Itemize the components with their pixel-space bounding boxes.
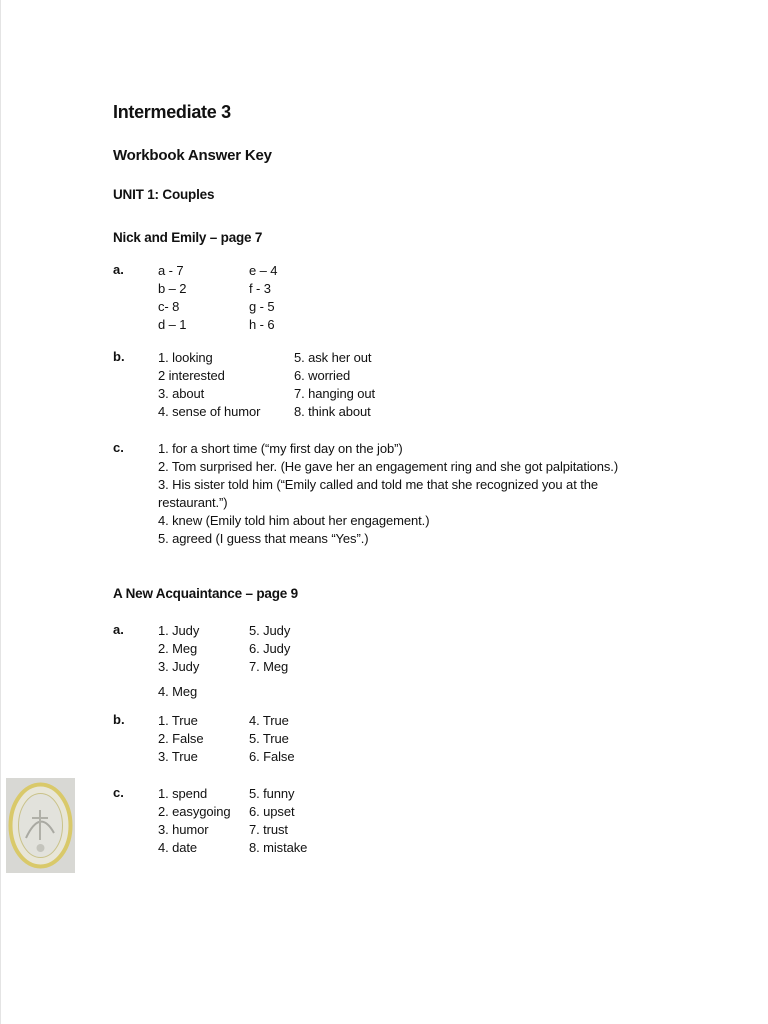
answer-column: [158, 712, 203, 766]
answer-item: 3. True: [158, 749, 198, 764]
answer-column: [249, 785, 307, 857]
answer-item: 5. Judy: [249, 623, 291, 638]
answer-item: 1. looking: [158, 350, 213, 365]
answer-item: 5. funny: [249, 786, 295, 801]
answer-item: 6. worried: [294, 368, 351, 383]
answer-item: 1. True: [158, 713, 198, 728]
answer-item: c- 8: [158, 299, 180, 314]
answer-column: [294, 349, 375, 421]
answer-item: 3. humor: [158, 822, 209, 837]
answer-line: 3. His sister told him (“Emily called and told me that she recognized you at the: [158, 477, 598, 492]
answer-item: d – 1: [158, 317, 187, 332]
answer-item: f - 3: [249, 281, 271, 296]
exercise-label: a.: [113, 622, 124, 637]
answer-item: 2 interested: [158, 368, 225, 383]
answer-item: 4. date: [158, 840, 198, 855]
answer-item: 4. sense of humor: [158, 404, 261, 419]
answer-item: 1. spend: [158, 786, 208, 801]
seal-emblem-icon: [6, 778, 75, 873]
answer-column: [249, 712, 294, 766]
answer-column: [158, 349, 260, 421]
page-edge: [0, 0, 1, 1024]
section-heading: Nick and Emily – page 7: [113, 230, 263, 245]
exercise-label: c.: [113, 785, 124, 800]
document-title: Intermediate 3: [113, 102, 231, 122]
answer-column: [158, 785, 231, 857]
answer-item: 6. upset: [249, 804, 295, 819]
answer-column: [158, 262, 186, 334]
answer-item: 2. easygoing: [158, 804, 231, 819]
answer-item: e – 4: [249, 263, 278, 278]
exercise-label: b.: [113, 349, 125, 364]
document-subtitle: Workbook Answer Key: [113, 147, 272, 164]
answer-item: 6. False: [249, 749, 295, 764]
answer-item: 5. ask her out: [294, 350, 372, 365]
exercise-label: c.: [113, 440, 124, 455]
answer-item: 3. about: [158, 386, 205, 401]
answer-item: 3. Judy: [158, 659, 200, 674]
answer-line: 5. agreed (I guess that means “Yes”.): [158, 531, 369, 546]
unit-heading: UNIT 1: Couples: [113, 187, 215, 202]
answer-item: h - 6: [249, 317, 275, 332]
answer-item: 1. Judy: [158, 623, 200, 638]
answer-column: [158, 622, 199, 676]
answer-item: 8. think about: [294, 404, 371, 419]
answer-item: 4. Meg: [158, 684, 198, 699]
answer-column: [249, 262, 277, 334]
answer-item: 7. trust: [249, 822, 288, 837]
answer-line: 1. for a short time (“my first day on the job”): [158, 441, 403, 456]
answer-item: 7. Meg: [249, 659, 289, 674]
answer-item: 2. False: [158, 731, 204, 746]
section-heading: A New Acquaintance – page 9: [113, 586, 298, 601]
answer-item: 6. Judy: [249, 641, 291, 656]
exercise-label: a.: [113, 262, 124, 277]
exercise-label: b.: [113, 712, 125, 727]
answer-line: 4. knew (Emily told him about her engagement.): [158, 513, 430, 528]
answer-item: b – 2: [158, 281, 187, 296]
answer-item: a - 7: [158, 263, 184, 278]
answer-line: 2. Tom surprised her. (He gave her an engagement ring and she got palpitations.): [158, 459, 619, 474]
answer-item: 5. True: [249, 731, 289, 746]
answer-lines: [158, 440, 618, 548]
seal-watermark: [6, 778, 75, 873]
answer-item: 8. mistake: [249, 840, 308, 855]
answer-line: restaurant.”): [158, 495, 228, 510]
answer-column: [249, 622, 290, 676]
answer-item: 4. True: [249, 713, 289, 728]
answer-item: 7. hanging out: [294, 386, 376, 401]
answer-item: g - 5: [249, 299, 275, 314]
answer-item: 2. Meg: [158, 641, 198, 656]
